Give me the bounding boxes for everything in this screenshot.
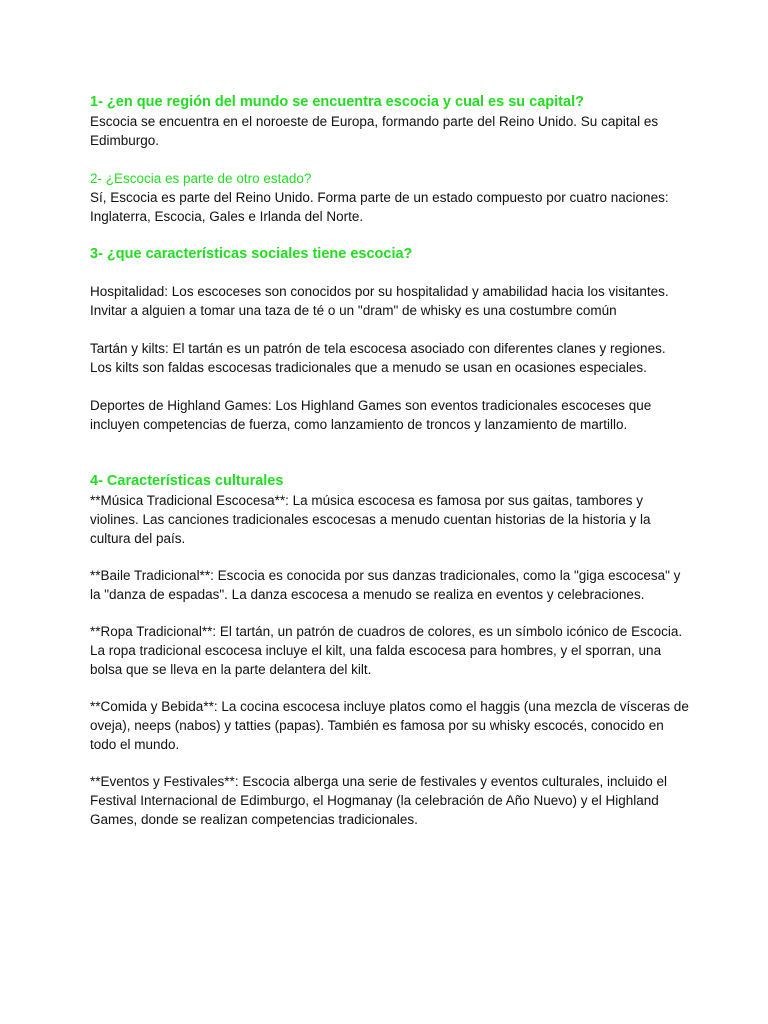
cultural-music-paragraph: **Música Tradicional Escocesa**: La música escocesa es famosa por sus gaitas, tambores y violines. Las canciones tradicionales escocesas a menudo cuentan historias de la historia y la cultura del país. [90,493,651,546]
question-1-heading: 1- ¿en que región del mundo se encuentra escocia y cual es su capital? [90,94,584,110]
social-highland-games-paragraph: Deportes de Highland Games: Los Highland Games son eventos tradicionales escoceses que incluyen competencias de fuerza, como lanzamiento de troncos y lanzamiento de martillo. [90,398,652,432]
question-3-heading: 3- ¿que características sociales tiene escocia? [90,246,413,262]
cultural-festivals-paragraph: **Eventos y Festivales**: Escocia alberga una serie de festivales y eventos culturales, incluido el Festival Internacional de Edimburgo, el Hogmanay (la celebración de Año Nuevo) y el Highland Games, donde se realizan competencias tradicionales. [90,774,668,827]
social-tartan-paragraph: Tartán y kilts: El tartán es un patrón de tela escocesa asociado con diferentes clanes y regiones. Los kilts son faldas escocesas tradicionales que a menudo se usan en ocasiones especiales. [90,341,666,375]
cultural-clothing-paragraph: **Ropa Tradicional**: El tartán, un patrón de cuadros de colores, es un símbolo icónico de Escocia. La ropa tradicional escocesa incluye el kilt, una falda escocesa para hombres, y el sporran, una bolsa que se lleva en la parte delantera del kilt. [90,624,683,677]
cultural-dance-paragraph: **Baile Tradicional**: Escocia es conocida por sus danzas tradicionales, como la "giga escocesa" y la "danza de espadas". La danza escocesa a menudo se realiza en eventos y celebraciones. [90,568,681,602]
question-1-answer: Escocia se encuentra en el noroeste de Europa, formando parte del Reino Unido. Su capital es Edimburgo. [90,114,659,148]
social-hospitality-paragraph: Hospitalidad: Los escoceses son conocidos por su hospitalidad y amabilidad hacia los visitantes. Invitar a alguien a tomar una taza de té o un "dram" de whisky es una costumbre común [90,284,669,318]
question-2-heading: 2- ¿Escocia es parte de otro estado? [90,171,312,186]
question-2-answer: Sí, Escocia es parte del Reino Unido. Forma parte de un estado compuesto por cuatro naciones: Inglaterra, Escocia, Gales e Irlanda del Norte. [90,190,669,224]
document-page [90,92,690,829]
cultural-food-paragraph: **Comida y Bebida**: La cocina escocesa incluye platos como el haggis (una mezcla de vísceras de oveja), neeps (nabos) y tatties (papas). También es famosa por su whisky escocés, conocido en todo el mundo. [90,699,689,752]
question-4-heading: 4- Características culturales [90,473,284,489]
